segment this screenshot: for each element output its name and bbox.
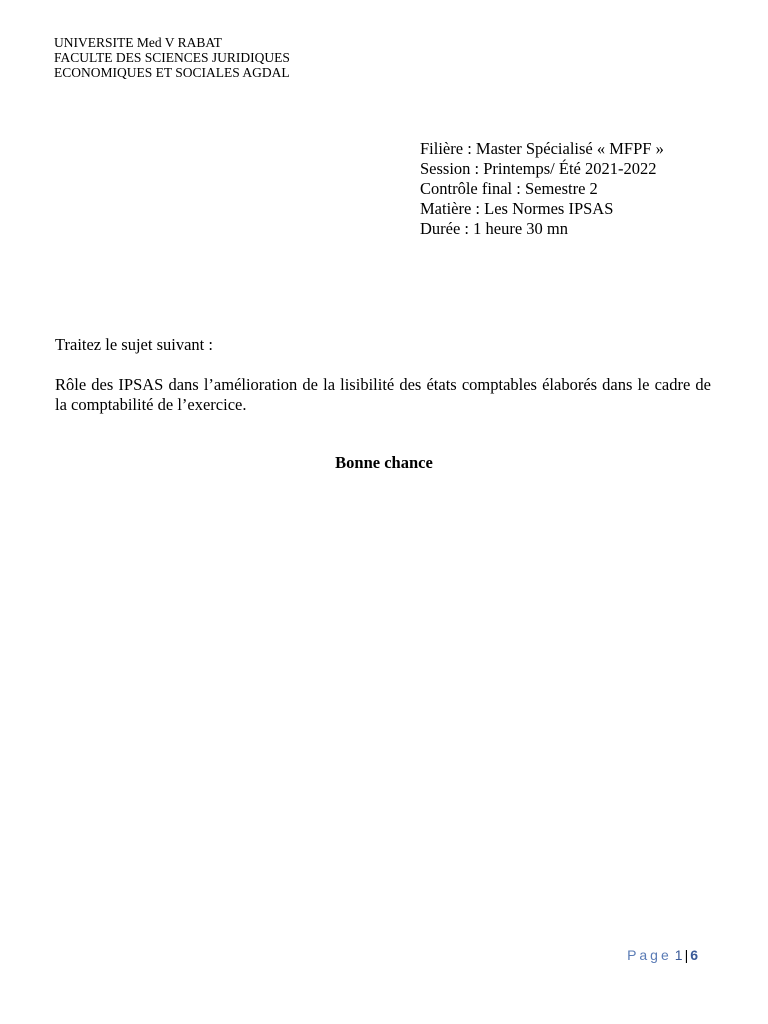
exam-info-block	[420, 139, 664, 239]
page-current: 1	[674, 947, 683, 963]
page-footer	[627, 946, 698, 964]
header-faculty: FACULTE DES SCIENCES JURIDIQUES	[54, 50, 290, 65]
instruction-text: Traitez le sujet suivant :	[55, 335, 213, 354]
exam-duration: Durée : 1 heure 30 mn	[420, 219, 568, 238]
exam-program: Filière : Master Spécialisé « MFPF »	[420, 139, 664, 158]
closing-text: Bonne chance	[335, 453, 433, 472]
exam-control: Contrôle final : Semestre 2	[420, 179, 598, 198]
exam-question: Rôle des IPSAS dans l’amélioration de la lisibilité des états comptables élaborés dans le cadre de la comptabilité de l’exercice.	[55, 375, 711, 414]
header-faculty-cont: ECONOMIQUES ET SOCIALES AGDAL	[54, 65, 290, 80]
exam-subject-matter: Matière : Les Normes IPSAS	[420, 199, 614, 218]
header-university: UNIVERSITE Med V RABAT	[54, 35, 222, 50]
page-separator: |	[684, 947, 689, 963]
page-label: Page	[627, 947, 672, 963]
institution-header	[54, 35, 290, 80]
page-total: 6	[690, 947, 698, 963]
exam-session: Session : Printemps/ Été 2021-2022	[420, 159, 657, 178]
